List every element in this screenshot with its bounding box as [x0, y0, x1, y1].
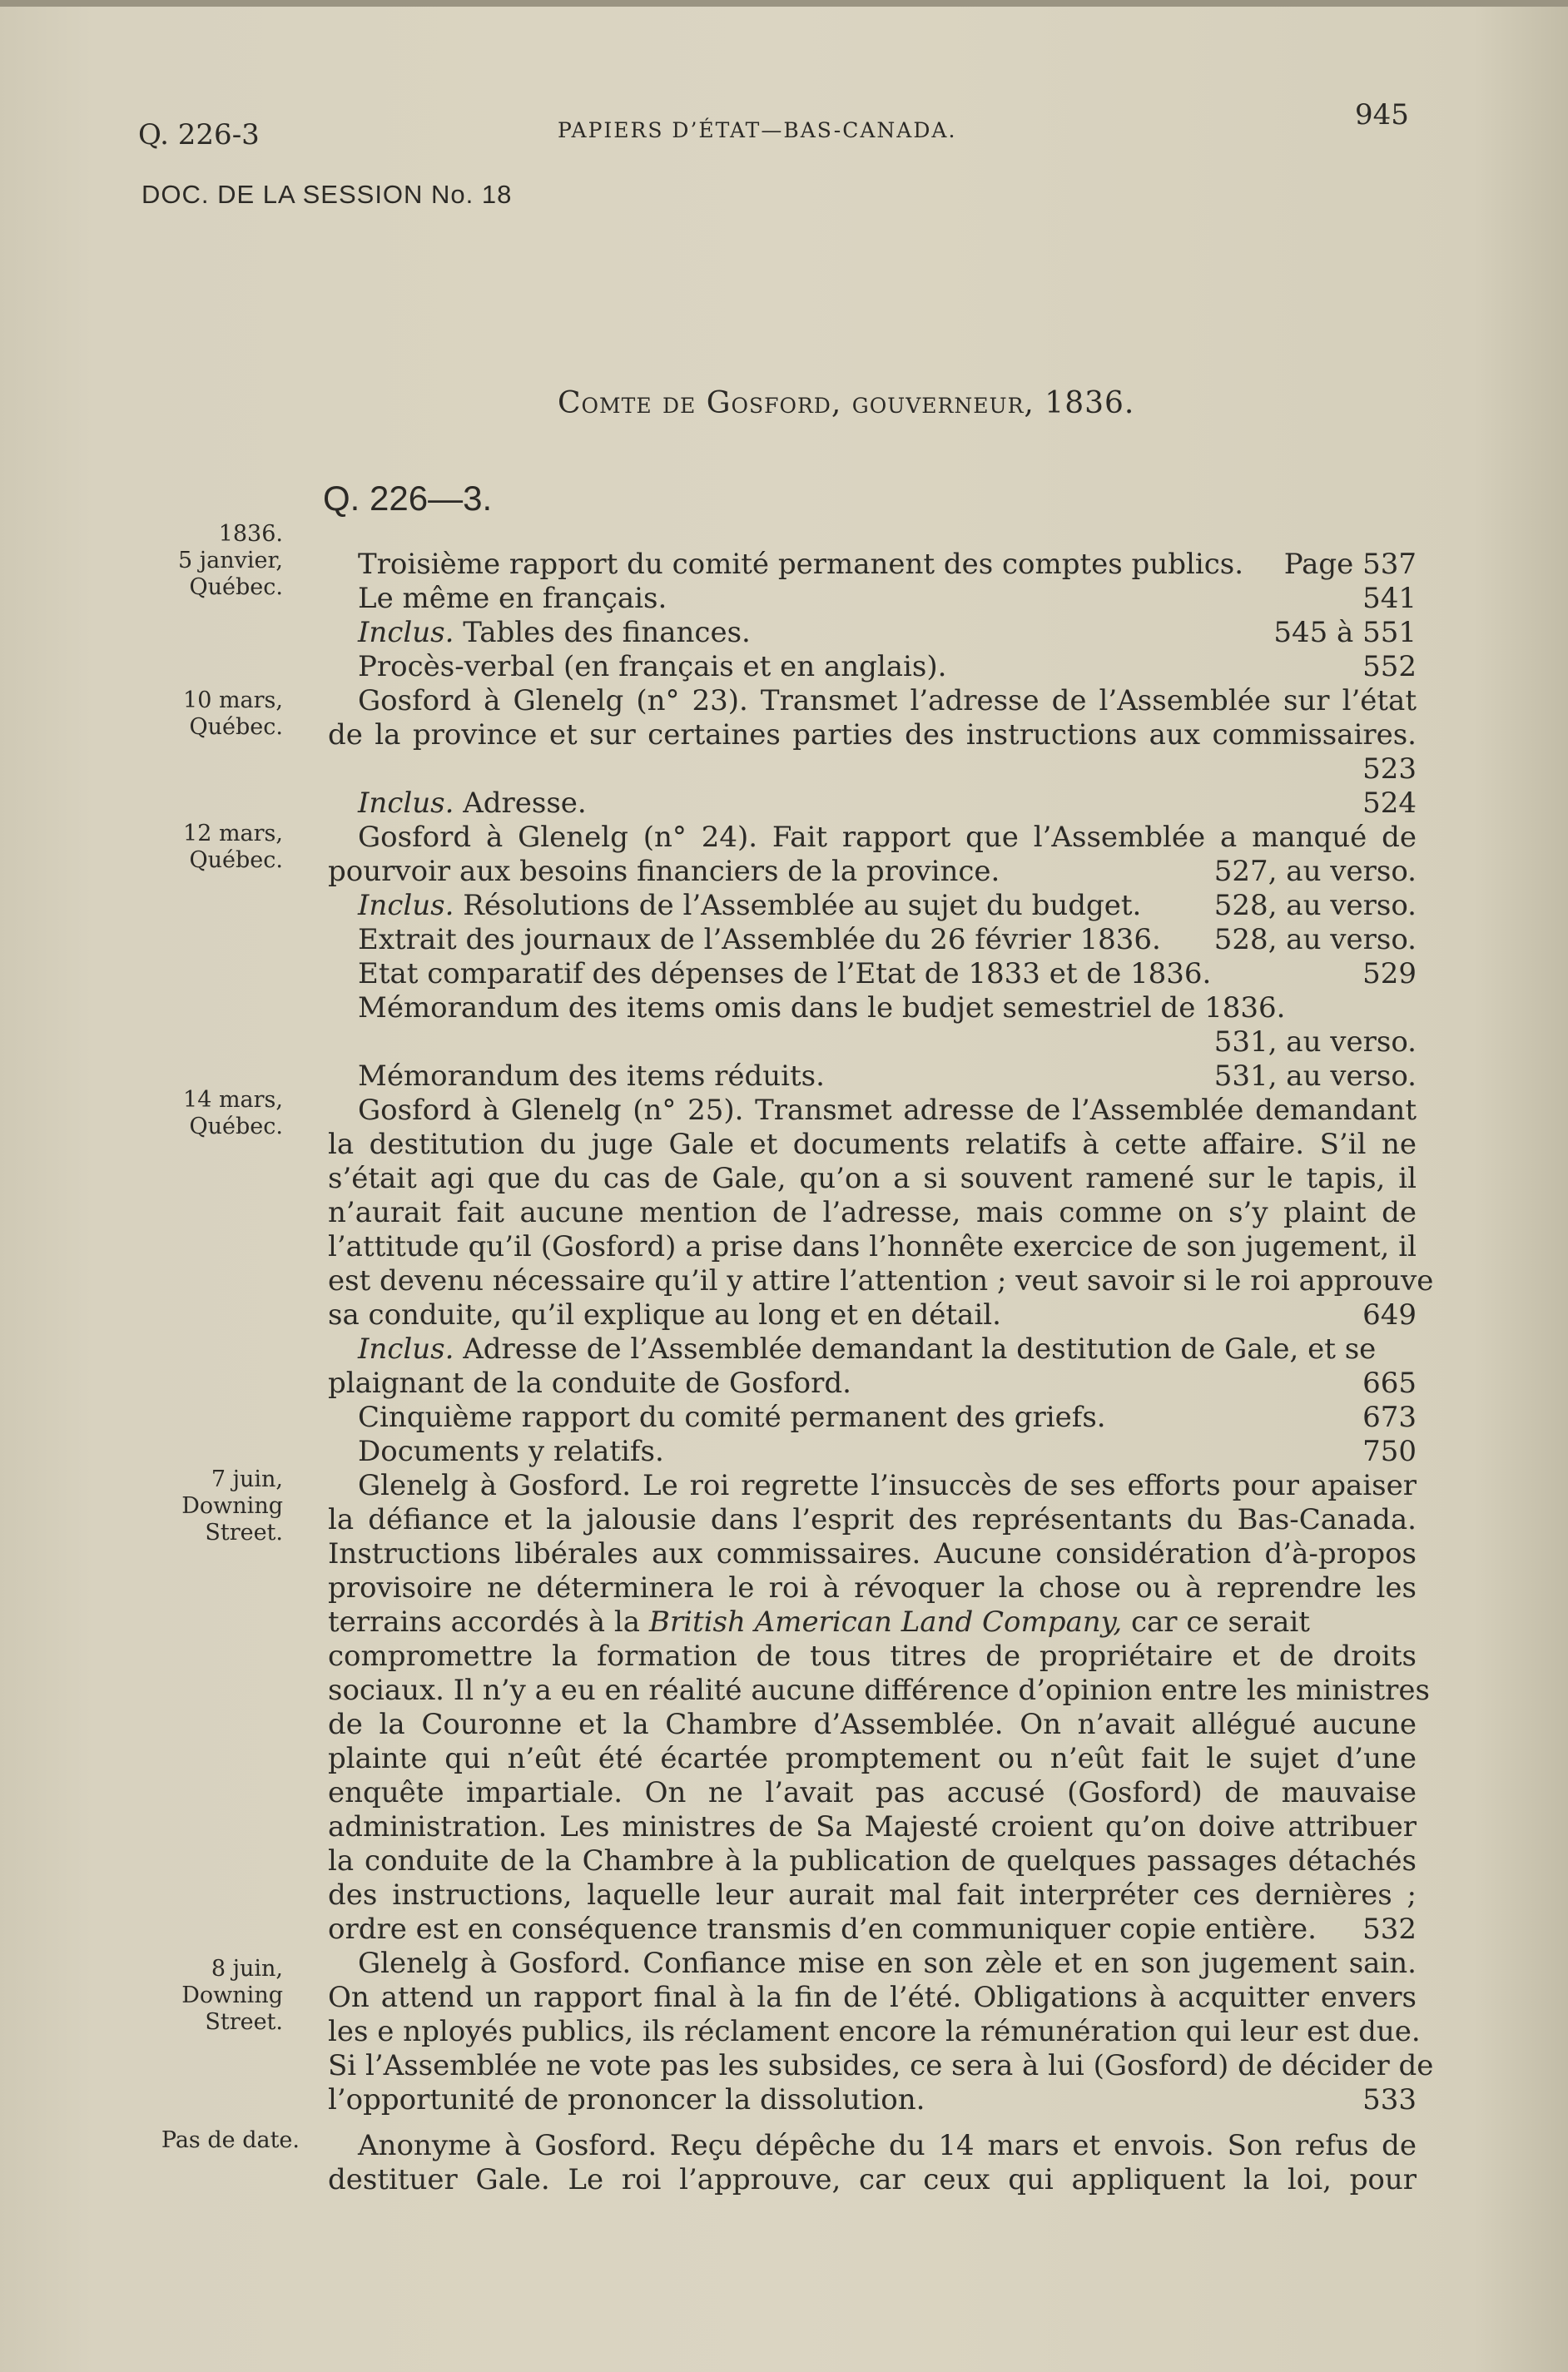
text-line	[328, 752, 1417, 787]
text-line: Si l’Assemblée ne vote pas les subsides, ce sera à lui (Gosford) de décider de	[328, 2049, 1434, 2082]
page-reference: 527, au verso.	[1213, 855, 1417, 888]
margin-date-line: 7 juin,	[211, 1466, 283, 1492]
line-text: Adresse de l’Assemblée demandant la destitution de Gale, et se	[454, 1332, 1377, 1366]
section-heading: Comte de Gosford, gouverneur, 1836.	[558, 386, 1135, 420]
margin-date-line: Street.	[205, 2009, 283, 2035]
text-line: est devenu nécessaire qu’il y attire l’attention ; veut savoir si le roi approuve	[328, 1264, 1434, 1298]
page-reference: 533	[1362, 2083, 1417, 2116]
line-text: Adresse.	[454, 787, 587, 820]
margin-date	[133, 521, 283, 601]
text-line: Anonyme à Gosford. Reçu dépêche du 14 mars et envois. Son refus de	[358, 2129, 1417, 2162]
inclus-label: Inclus.	[358, 616, 454, 649]
line-text: Mémorandum des items réduits.	[358, 1059, 825, 1093]
text-line: la défiance et la jalousie dans l’esprit des représentants du Bas-Canada.	[328, 1503, 1417, 1536]
page-reference: 528, au verso.	[1213, 889, 1417, 922]
session-document-label: DOC. DE LA SESSION No. 18	[141, 180, 513, 209]
running-title: PAPIERS D’ÉTAT—BAS-CANADA.	[558, 118, 957, 142]
text-line	[328, 1366, 1417, 1401]
text-line: On attend un rapport final à la fin de l’été. Obligations à acquitter envers	[328, 1981, 1417, 2014]
line-text: car ce serait	[1122, 1605, 1310, 1639]
line-text: Résolutions de l’Assemblée au sujet du budget.	[454, 889, 1142, 922]
inclus-label: Inclus.	[358, 1332, 454, 1366]
page-reference: 524	[1362, 787, 1417, 820]
inclus-label: Inclus.	[358, 889, 454, 922]
page-reference: 665	[1362, 1367, 1417, 1400]
text-line	[358, 888, 1417, 923]
page-edge	[0, 0, 1568, 7]
margin-date-line: Street.	[205, 1520, 283, 1546]
margin-date-line: Downing	[181, 1493, 283, 1519]
line-text: ordre est en conséquence transmis d’en communiquer copie entière.	[328, 1913, 1317, 1946]
text-line: la destitution du juge Gale et documents relatifs à cette affaire. S’il ne	[328, 1128, 1417, 1161]
text-line	[328, 1298, 1417, 1332]
text-line: l’attitude qu’il (Gosford) a prise dans l’honnête exercice de son jugement, il	[328, 1230, 1417, 1263]
text-line	[328, 854, 1417, 889]
text-line	[358, 1400, 1417, 1435]
margin-date-line: Québec.	[189, 1114, 283, 1139]
text-line: n’aurait fait aucune mention de l’adresse, mais comme on s’y plaint de	[328, 1196, 1417, 1229]
text-line: les e nployés publics, ils réclament encore la rémunération qui leur est due.	[328, 2015, 1421, 2048]
margin-date-line: 14 mars,	[183, 1087, 283, 1113]
margin-date-line: Downing	[181, 1982, 283, 2008]
inclus-label: Inclus.	[358, 787, 454, 820]
text-line	[358, 786, 1417, 821]
text-line: la conduite de la Chambre à la publication de quelques passages détachés	[328, 1844, 1417, 1878]
text-line	[358, 990, 1417, 1025]
line-text: sa conduite, qu’il explique au long et en détail.	[328, 1298, 1001, 1332]
text-line: destituer Gale. Le roi l’approuve, car ceux qui appliquent la loi, pour	[328, 2163, 1417, 2196]
margin-date	[133, 2127, 300, 2154]
company-name: British American Land Company,	[648, 1605, 1123, 1639]
text-line: de la Couronne et la Chambre d’Assemblée. On n’avait allégué aucune	[328, 1708, 1417, 1741]
text-line: compromettre la formation de tous titres de propriétaire et de droits	[328, 1640, 1417, 1673]
margin-date-line: 8 juin,	[211, 1956, 283, 1982]
text-line: Gosford à Glenelg (n° 23). Transmet l’adresse de l’Assemblée sur l’état	[358, 684, 1417, 717]
line-text: plaignant de la conduite de Gosford.	[328, 1367, 851, 1400]
line-text: Mémorandum des items omis dans le budjet semestriel de 1836.	[358, 991, 1286, 1025]
line-text: pourvoir aux besoins financiers de la province.	[328, 855, 1000, 888]
line-text: Cinquième rapport du comité permanent des griefs.	[358, 1401, 1106, 1434]
margin-date-line: 5 janvier,	[177, 548, 283, 573]
text-line	[328, 1025, 1417, 1059]
page-reference: Page 537	[1283, 548, 1417, 581]
page-reference: 552	[1362, 650, 1417, 683]
page-reference: 528, au verso.	[1213, 923, 1417, 956]
margin-date-line: Québec.	[189, 574, 283, 600]
text-line: Glenelg à Gosford. Le roi regrette l’insuccès de ses efforts pour apaiser	[358, 1469, 1417, 1502]
page-reference: 529	[1362, 957, 1417, 990]
text-line: des instructions, laquelle leur aurait mal fait interpréter ces dernières ;	[328, 1878, 1417, 1912]
text-line: Gosford à Glenelg (n° 24). Fait rapport que l’Assemblée a manqué de	[358, 821, 1417, 854]
margin-date-line: 1836.	[218, 521, 283, 547]
volume-reference: Q. 226—3.	[323, 479, 493, 518]
text-line	[358, 922, 1417, 957]
text-line: de la province et sur certaines parties des instructions aux commissaires.	[328, 718, 1417, 752]
margin-date	[133, 1466, 283, 1546]
line-text: Procès-verbal (en français et en anglais).	[358, 650, 947, 683]
line-text: Troisième rapport du comité permanent des comptes publics.	[358, 548, 1244, 581]
text-line: Glenelg à Gosford. Confiance mise en son zèle et en son jugement sain.	[358, 1947, 1417, 1980]
text-line	[358, 1059, 1417, 1094]
margin-date-line: Pas de date.	[161, 2127, 300, 2153]
page-reference: 750	[1362, 1435, 1417, 1468]
page-reference: 673	[1362, 1401, 1417, 1434]
text-line: provisoire ne déterminera le roi à révoquer la chose ou à reprendre les	[328, 1571, 1417, 1605]
page-reference: 649	[1362, 1298, 1417, 1332]
page-number: 945	[1355, 98, 1409, 132]
text-line	[328, 2082, 1417, 2117]
text-line	[358, 1434, 1417, 1469]
text-line	[358, 1332, 1417, 1367]
text-line: enquête impartiale. On ne l’avait pas accusé (Gosford) de mauvaise	[328, 1776, 1417, 1809]
line-text: Etat comparatif des dépenses de l’Etat de 1833 et de 1836.	[358, 957, 1212, 990]
margin-date	[133, 821, 283, 874]
text-line	[328, 1912, 1417, 1947]
margin-date	[133, 1956, 283, 2036]
page-reference: 541	[1362, 582, 1417, 615]
header-reference: Q. 226-3	[138, 118, 260, 151]
margin-date-line: 12 mars,	[183, 821, 283, 846]
text-line: administration. Les ministres de Sa Majesté croient qu’on doive attribuer	[328, 1810, 1417, 1844]
line-text: Extrait des journaux de l’Assemblée du 26 février 1836.	[358, 923, 1161, 956]
text-line: Instructions libérales aux commissaires. Aucune considération d’à-propos	[328, 1537, 1417, 1571]
margin-date-line: Québec.	[189, 714, 283, 740]
text-line	[358, 615, 1417, 650]
page-reference: 531, au verso.	[1213, 1059, 1417, 1093]
margin-date-line: 10 mars,	[183, 687, 283, 713]
text-line: Gosford à Glenelg (n° 25). Transmet adresse de l’Assemblée demandant	[358, 1094, 1417, 1127]
line-text: terrains accordés à la	[328, 1605, 649, 1639]
margin-date	[133, 687, 283, 741]
page-reference: 531, au verso.	[1213, 1025, 1417, 1059]
text-line	[328, 1605, 1417, 1640]
text-line	[358, 581, 1417, 616]
text-line	[358, 649, 1417, 684]
text-line: sociaux. Il n’y a eu en réalité aucune différence d’opinion entre les ministres	[328, 1674, 1430, 1707]
line-text: Le même en français.	[358, 582, 667, 615]
text-line: s’était agi que du cas de Gale, qu’on a si souvent ramené sur le tapis, il	[328, 1162, 1417, 1195]
margin-date	[133, 1087, 283, 1140]
margin-date-line: Québec.	[189, 847, 283, 873]
line-text: Documents y relatifs.	[358, 1435, 664, 1468]
page-reference: 532	[1362, 1913, 1417, 1946]
page-reference: 523	[1362, 752, 1417, 786]
line-text: l’opportunité de prononcer la dissolution.	[328, 2083, 925, 2116]
text-line: plainte qui n’eût été écartée promptement ou n’eût fait le sujet d’une	[328, 1742, 1417, 1775]
text-line	[358, 956, 1417, 991]
page-reference: 545 à 551	[1273, 616, 1417, 649]
line-text: Tables des finances.	[454, 616, 751, 649]
text-line	[358, 547, 1417, 582]
